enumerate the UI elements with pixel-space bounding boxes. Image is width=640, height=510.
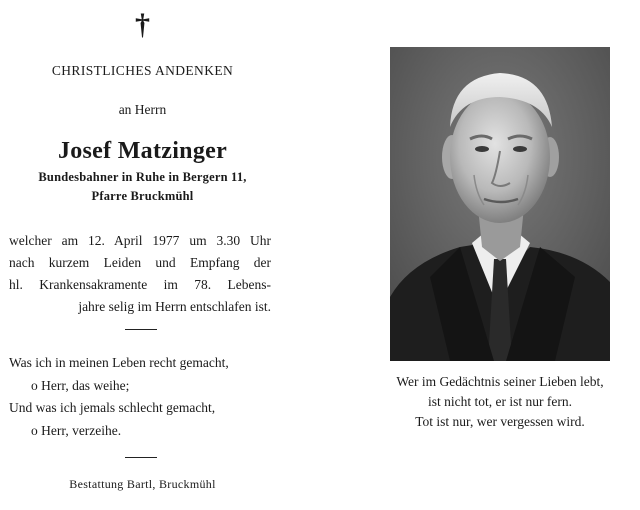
occupation-line: Bundesbahner in Ruhe in Bergern 11, bbox=[38, 170, 247, 184]
card-left-panel bbox=[0, 0, 285, 510]
paragraph-line: welcher am 12. April 1977 um 3.30 Uhr bbox=[9, 233, 271, 248]
poem-line: o Herr, verzeihe. bbox=[31, 422, 122, 438]
quote-line: Tot ist nur, wer vergessen wird. bbox=[415, 414, 585, 429]
poem-line: Und was ich jemals schlecht gemacht, bbox=[9, 400, 216, 415]
poem-line: Was ich in meinen Leben recht gemacht, bbox=[9, 355, 229, 370]
prayer-poem bbox=[9, 352, 289, 442]
paragraph-line: jahre selig im Herrn entschlafen ist. bbox=[78, 299, 271, 314]
card-heading: CHRISTLICHES ANDENKEN bbox=[51, 63, 234, 78]
salutation: an Herrn bbox=[118, 102, 167, 117]
quote-line: Wer im Gedächtnis seiner Lieben lebt, bbox=[396, 374, 604, 389]
poem-line: o Herr, das weihe; bbox=[31, 377, 130, 393]
divider bbox=[125, 457, 157, 458]
paragraph-line: nach kurzem Leiden und Empfang der bbox=[9, 255, 271, 270]
portrait-photo bbox=[390, 47, 610, 361]
divider bbox=[125, 329, 157, 330]
funeral-home: Bestattung Bartl, Bruckmühl bbox=[69, 477, 216, 491]
deceased-name: Josef Matzinger bbox=[57, 138, 228, 164]
death-notice-paragraph bbox=[9, 230, 271, 318]
paragraph-line: hl. Krankensakramente im 78. Lebens- bbox=[9, 277, 271, 292]
parish-line: Pfarre Bruckmühl bbox=[91, 189, 194, 203]
portrait-image bbox=[390, 47, 610, 361]
quote-line: ist nicht tot, er ist nur fern. bbox=[428, 394, 572, 409]
memorial-quote bbox=[365, 372, 635, 432]
cross-icon: † bbox=[135, 8, 150, 41]
